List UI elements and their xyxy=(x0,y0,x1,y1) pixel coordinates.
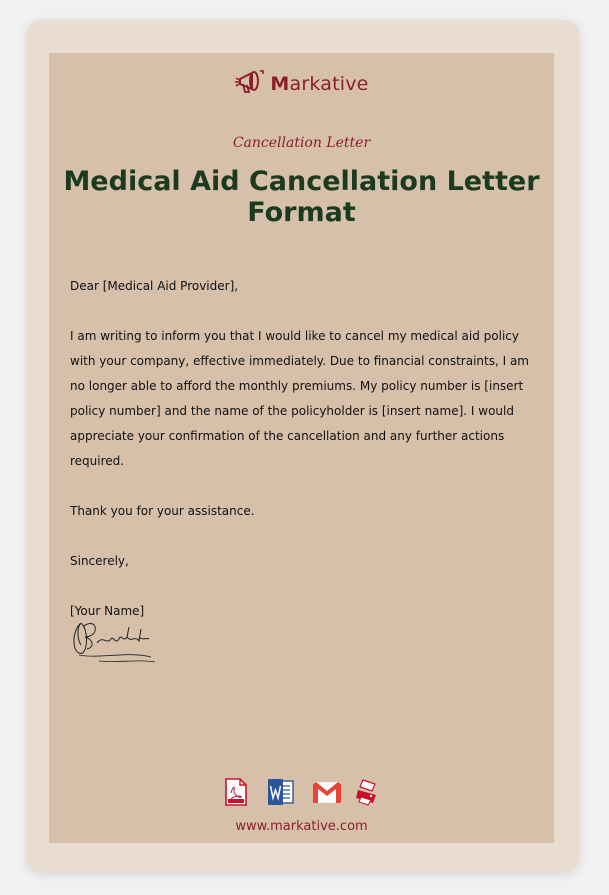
megaphone-icon xyxy=(234,67,268,101)
letter-card xyxy=(27,20,579,872)
closing-line: Sincerely, xyxy=(70,554,129,568)
salutation: Dear [Medical Aid Provider], xyxy=(70,279,239,293)
brand-name: Markative xyxy=(270,73,369,95)
download-icons xyxy=(49,778,554,806)
website-link[interactable]: www.markative.com xyxy=(235,819,368,834)
body-paragraph: I am writing to inform you that I would like to cancel my medical aid policy with your company, effective immediately. Due to financial constraints, I am no longer able to afford the monthly premiums. My policy number is [insert policy number] and the name of the policyholder is [insert name]. I would appreciate your confirmation of the cancellation and any further actions required. xyxy=(70,329,529,468)
brand-logo[interactable] xyxy=(49,67,554,101)
signature xyxy=(69,615,159,669)
gmail-icon[interactable] xyxy=(311,778,337,806)
word-icon[interactable] xyxy=(267,778,293,806)
letter-body xyxy=(70,274,538,624)
letter-panel xyxy=(49,53,554,843)
thanks-line: Thank you for your assistance. xyxy=(70,504,255,518)
letter-subtitle: Cancellation Letter xyxy=(232,135,371,151)
pdf-icon[interactable] xyxy=(223,778,249,806)
sender-name: [Your Name] xyxy=(70,604,145,618)
page-title: Medical Aid Cancellation Letter Format xyxy=(63,166,540,228)
print-icon[interactable] xyxy=(355,778,381,806)
